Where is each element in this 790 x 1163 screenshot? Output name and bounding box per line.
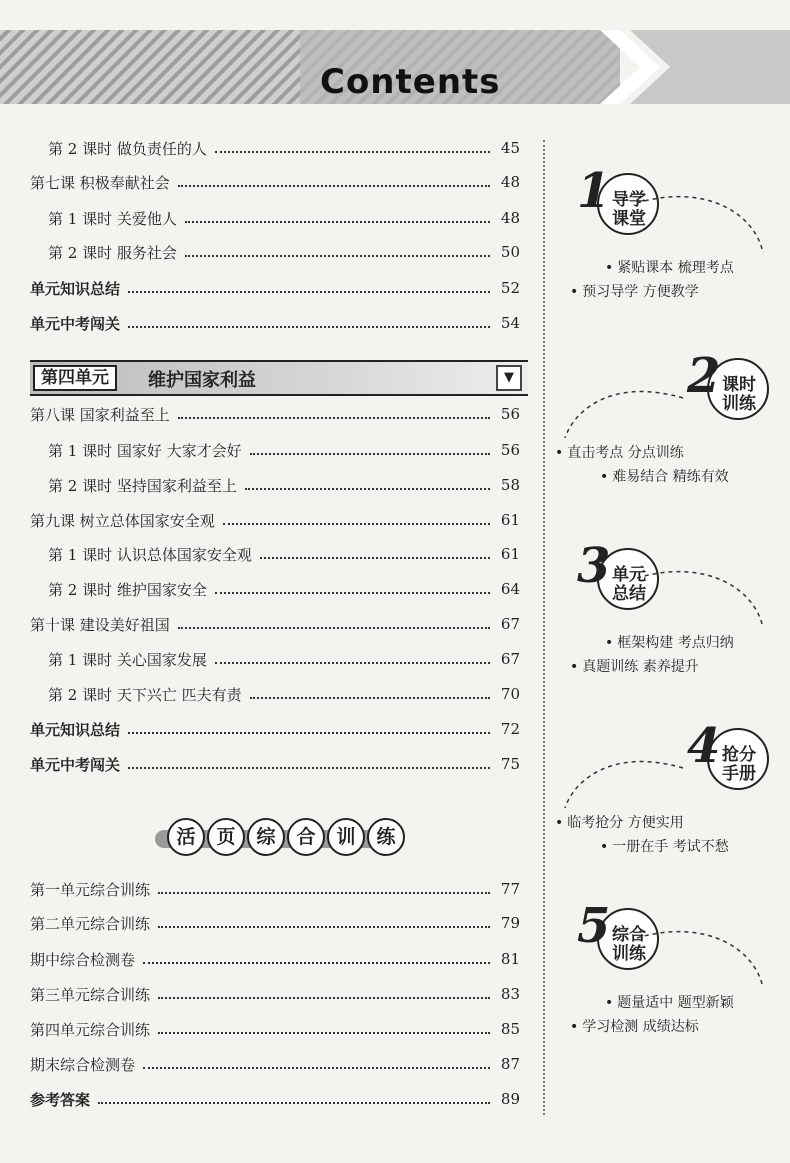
toc-entry-page: 79 [500,914,520,932]
dot-leader [158,1032,490,1034]
toc-entry[interactable] [30,136,520,160]
toc-entry-label: 第 2 课时 维护国家安全 [48,580,207,599]
feature-number: 1 [577,163,611,219]
toc-entry-label: 单元中考闯关 [30,314,121,333]
dashed-arc [555,738,705,818]
feature-bullet: • 难易结合 精练有效 [600,466,729,486]
dot-leader [178,185,490,187]
toc-entry-label: 第 1 课时 国家好 大家才会好 [48,441,242,460]
toc-entry-label: 第 2 课时 天下兴亡 匹夫有责 [48,685,242,704]
toc-entry-label: 第二单元综合训练 [30,914,151,933]
toc-entry-label: 第 1 课时 关爱他人 [48,209,177,228]
feature-bullet: • 学习检测 成绩达标 [570,1016,699,1036]
toc-entry-page: 67 [500,650,520,668]
dot-leader [215,592,490,594]
toc-entry-page: 72 [500,720,520,738]
toc-entry-label: 第八课 国家利益至上 [30,405,170,424]
section-title [155,818,396,852]
feature-label: 综合训练 [612,925,646,964]
dot-leader [128,767,490,769]
toc-entry-page: 52 [500,279,520,297]
toc-entry-page: 83 [500,985,520,1003]
toc-entry-page: 56 [500,441,520,459]
section-title-char: 练 [367,818,405,856]
toc-entry-page: 48 [500,209,520,227]
toc-entry-label: 单元知识总结 [30,279,121,298]
section-title-char: 活 [167,818,205,856]
toc-entry-label: 第 1 课时 认识总体国家安全观 [48,545,252,564]
toc-entry-page: 77 [500,880,520,898]
toc-entry[interactable] [30,612,520,636]
toc-entry-page: 58 [500,476,520,494]
unit-title: 维护国家利益 [148,370,256,391]
page-title: Contents [320,62,501,102]
feature-bullet: • 一册在手 考试不愁 [600,836,729,856]
toc-entry[interactable] [30,717,520,741]
feature-2 [555,350,780,500]
toc-entry[interactable] [30,240,520,264]
toc-entry[interactable] [30,1087,520,1111]
toc-entry[interactable] [30,647,520,671]
toc-entry[interactable] [30,682,520,706]
toc-entry-page: 64 [500,580,520,598]
toc-entry-page: 54 [500,314,520,332]
dot-leader [158,997,490,999]
toc-entry[interactable] [30,752,520,776]
feature-bullet: • 直击考点 分点训练 [555,442,684,462]
dot-leader [178,627,490,629]
toc-entry[interactable] [30,508,520,532]
dot-leader [250,697,490,699]
toc-entry-label: 单元知识总结 [30,720,121,739]
feature-bullet: • 题量适中 题型新颖 [605,992,734,1012]
dot-leader [128,732,490,734]
dot-leader [143,962,490,964]
toc-entry[interactable] [30,1052,520,1076]
dot-leader [250,453,490,455]
toc-entry-page: 75 [500,755,520,773]
dot-leader [98,1102,490,1104]
feature-number: 4 [687,718,721,774]
dot-leader [215,151,490,153]
toc-entry-page: 56 [500,405,520,423]
contents-banner [0,22,790,104]
toc-entry-label: 第 2 课时 服务社会 [48,243,177,262]
feature-label: 课时训练 [722,375,756,414]
toc-entry[interactable] [30,438,520,462]
dot-leader [260,557,490,559]
dot-leader [245,488,490,490]
triangle-down-icon: ▼ [496,365,522,391]
toc-entry-label: 期中综合检测卷 [30,950,136,969]
section-title-char: 综 [247,818,285,856]
toc-entry-label: 第一单元综合训练 [30,880,151,899]
toc-entry-page: 89 [500,1090,520,1108]
feature-bullet: • 真题训练 素养提升 [570,656,699,676]
toc-entry[interactable] [30,911,520,935]
toc-entry[interactable] [30,577,520,601]
feature-3 [555,540,780,690]
toc-entry-page: 61 [500,511,520,529]
toc-entry[interactable] [30,402,520,426]
toc-entry-label: 第四单元综合训练 [30,1020,151,1039]
toc-entry-label: 第 2 课时 做负责任的人 [48,139,207,158]
feature-number: 2 [687,348,721,404]
feature-bullet: • 预习导学 方便教学 [570,281,699,301]
dot-leader [215,662,490,664]
dot-leader [158,892,490,894]
toc-entry-page: 50 [500,243,520,261]
toc-entry[interactable] [30,473,520,497]
toc-entry-page: 61 [500,545,520,563]
toc-entry-label: 第十课 建设美好祖国 [30,615,170,634]
toc-entry-label: 参考答案 [30,1090,91,1109]
feature-bullet: • 紧贴课本 梳理考点 [605,257,734,277]
toc-entry[interactable] [30,170,520,194]
toc-entry[interactable] [30,1017,520,1041]
toc-entry-page: 85 [500,1020,520,1038]
feature-4 [555,720,780,870]
feature-number: 5 [577,898,611,954]
feature-bullet: • 临考抢分 方便实用 [555,812,684,832]
toc-entry-label: 第 1 课时 关心国家发展 [48,650,207,669]
toc-entry[interactable] [30,982,520,1006]
toc-entry-page: 70 [500,685,520,703]
section-title-char: 合 [287,818,325,856]
feature-number: 3 [577,538,611,594]
feature-label: 抢分手册 [722,745,756,784]
dashed-arc [635,558,785,638]
dot-leader [223,523,490,525]
dashed-arc [635,918,785,998]
column-divider [543,140,545,1115]
section-title-char: 训 [327,818,365,856]
dot-leader [128,326,490,328]
toc-entry[interactable] [30,206,520,230]
toc-entry-label: 期末综合检测卷 [30,1055,136,1074]
toc-entry-page: 87 [500,1055,520,1073]
dot-leader [158,926,490,928]
toc-entry-label: 第七课 积极奉献社会 [30,173,170,192]
dot-leader [178,417,490,419]
toc-entry-page: 45 [500,139,520,157]
toc-entry-label: 第三单元综合训练 [30,985,151,1004]
toc-entry[interactable] [30,311,520,335]
feature-bullet: • 框架构建 考点归纳 [605,632,734,652]
feature-label: 导学课堂 [612,190,646,229]
unit-header [30,360,528,396]
toc-entry-label: 第 2 课时 坚持国家利益至上 [48,476,237,495]
dot-leader [185,221,490,223]
dot-leader [143,1067,490,1069]
dashed-arc [635,183,785,263]
toc-entry-page: 48 [500,173,520,191]
toc-entry[interactable] [30,947,520,971]
dashed-arc [555,368,705,448]
toc-entry-page: 81 [500,950,520,968]
feature-label: 单元总结 [612,565,646,604]
section-title-chars [167,818,405,856]
toc-entry-page: 67 [500,615,520,633]
toc-entry[interactable] [30,877,520,901]
feature-5 [555,900,780,1050]
unit-tag: 第四单元 [33,365,117,391]
toc-entry-label: 单元中考闯关 [30,755,121,774]
toc-entry[interactable] [30,542,520,566]
dot-leader [128,291,490,293]
section-title-char: 页 [207,818,245,856]
dot-leader [185,255,490,257]
toc-entry[interactable] [30,276,520,300]
feature-1 [555,165,780,315]
toc-entry-label: 第九课 树立总体国家安全观 [30,511,215,530]
